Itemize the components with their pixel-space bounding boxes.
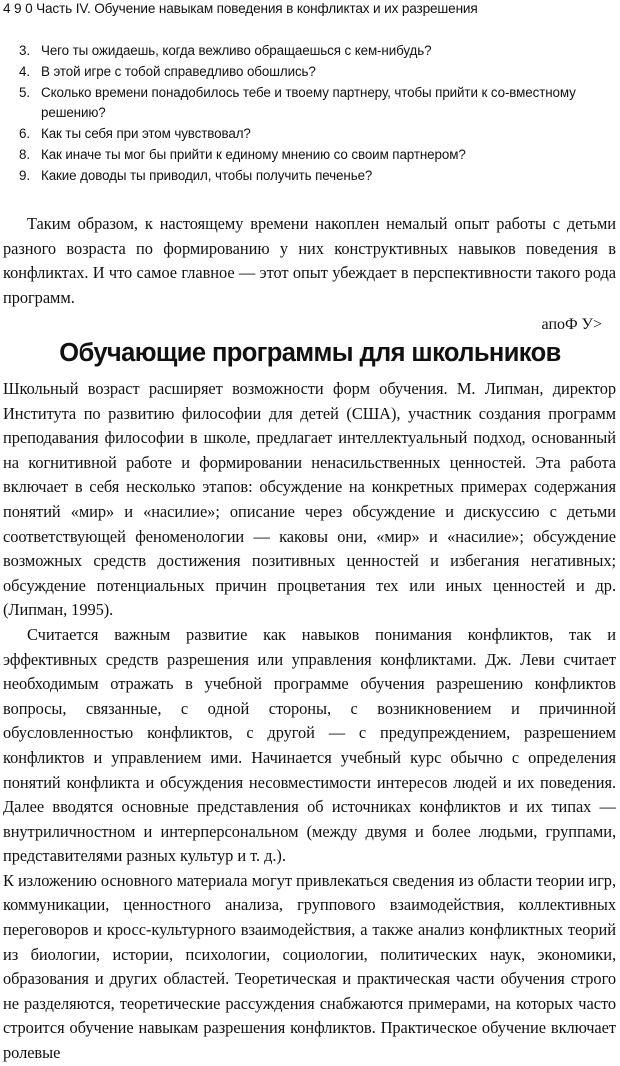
question-item bbox=[19, 41, 599, 62]
question-text: Чего ты ожидаешь, когда вежливо обращаешься с кем-нибудь? bbox=[41, 43, 432, 58]
question-text: Как ты себя при этом чувствовал? bbox=[41, 126, 251, 142]
question-text: Сколько времени понадобилось тебе и твоему партнеру, чтобы прийти к со-вместному решению? bbox=[41, 84, 576, 121]
question-item bbox=[19, 62, 599, 83]
question-text: Как иначе ты мог бы прийти к единому мнению со своим партнером? bbox=[41, 146, 466, 162]
question-item bbox=[19, 124, 599, 145]
section-title: Обучающие программы для школьников bbox=[59, 339, 561, 367]
question-number: 5. bbox=[19, 84, 30, 100]
body-paragraph: Считается важным развитие как навыков понимания конфликтов, так и эффективных средств разрешения или управления конфликтами. Дж. Леви считает необходимым отражать в учебной программе обучения разрешению конфликтов вопросы, связанные, с одной стороны, с возникновением и причинной обусловленностью конфликтов, с другой — с предупреждением, разрешением конфликтов и управлением ими. Начинается учебный курс обычно с определения понятий конфликта и обсуждения несовместимости интересов людей и их поведения. Далее вводятся основные представления об источниках конфликтов и их типах — внутриличностном и интерперсональном (между двумя и более людьми, группами, представителями разных культур и т. д.). bbox=[3, 624, 616, 866]
margin-stamp: апоФ У> bbox=[541, 316, 602, 333]
question-text: Какие доводы ты приводил, чтобы получить печенье? bbox=[41, 167, 373, 183]
question-item bbox=[19, 145, 599, 166]
body-paragraph: К изложению основного материала могут привлекаться сведения из области теории игр, коммуникации, ценностного анализа, группового взаимодействия, коллективных переговоров и кросс-культурного взаимодействия, а также анализ конфликтных теорий из биологии, истории, психологии, социологии, политических наук, экономики, образования и других областей. Теоретическая и практическая части обучения строго не разделяются, теоретические рассуждения снабжаются примерами, на которых часто строится обучение навыкам разрешения конфликтов. Практическое обучение включает ролевые bbox=[3, 870, 616, 1063]
question-item bbox=[19, 166, 599, 187]
question-number: 6. bbox=[19, 126, 30, 142]
question-number: 8. bbox=[19, 146, 30, 162]
body-paragraph: Школьный возраст расширяет возможности форм обучения. М. Липман, директор Института по развитию философии для детей (США), участник создания программ преподавания философии в школе, предлагает интеллектуальный подход, основанный на когнитивной работе и формировании ненасильственных ценностей. Эта работа включает в себя несколько этапов: обсуждение на конкретных примерах содержания понятий «мир» и «насилие»; описание через обсуждение и дискуссию с детьми соответствующей феноменологии — каковы они, «мир» и «насилие»; обсуждение возможных средств достижения позитивных ценностей и избегания негативных; обсуждение потенциальных причин процветания тех или иных ценностей и др. (Липман, 1995). bbox=[3, 379, 616, 620]
question-item bbox=[19, 83, 599, 125]
section-body bbox=[3, 377, 616, 1066]
question-list bbox=[19, 41, 599, 187]
question-number: 4. bbox=[19, 63, 30, 79]
question-text: В этой игре с тобой справедливо обошлись? bbox=[41, 63, 316, 79]
intro-paragraph: Таким образом, к настоящему времени накоплен немалый опыт работы с детьми разного возраста по формированию у них конструктивных навыков поведения в конфликтах. И что самое главное — этот опыт убеждает в перспективности такого рода программ. bbox=[3, 214, 616, 307]
question-number: 9. bbox=[19, 167, 30, 183]
running-header: 4 9 0 Часть IV. Обучение навыкам поведения в конфликтах и их разрешения bbox=[3, 1, 478, 16]
question-number: 3. bbox=[19, 43, 30, 58]
